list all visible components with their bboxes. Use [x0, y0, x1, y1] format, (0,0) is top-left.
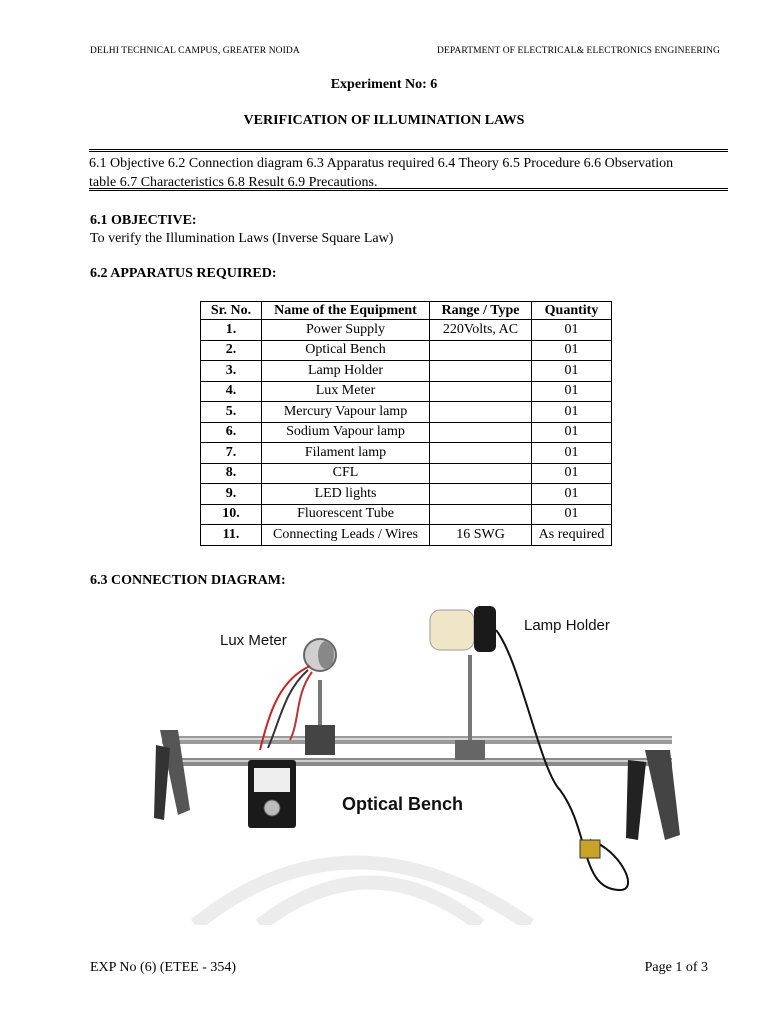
quantity-cell: 01 [532, 340, 612, 361]
quantity-cell: 01 [532, 463, 612, 484]
equipment-name-cell: Fluorescent Tube [262, 504, 430, 525]
sr-no-cell: 11. [201, 525, 262, 546]
table-row [201, 484, 612, 505]
equipment-name-cell: Filament lamp [262, 443, 430, 464]
sr-no-cell: 4. [201, 381, 262, 402]
table-row [201, 320, 612, 341]
sr-no-cell: 3. [201, 361, 262, 382]
table-row [201, 402, 612, 423]
range-type-cell [430, 504, 532, 525]
table-row [201, 381, 612, 402]
sr-no-cell: 6. [201, 422, 262, 443]
quantity-cell: 01 [532, 320, 612, 341]
equipment-name-cell: Sodium Vapour lamp [262, 422, 430, 443]
contents-line-1: 6.1 Objective 6.2 Connection diagram 6.3 Apparatus required 6.4 Theory 6.5 Procedure 6.6 Observation [89, 156, 674, 171]
optical-bench [154, 730, 680, 840]
table-row [201, 463, 612, 484]
apparatus-heading: 6.2 APPARATUS REQUIRED: [90, 266, 277, 281]
table-header-row [201, 302, 612, 320]
contents-box [89, 149, 728, 191]
range-type-cell [430, 361, 532, 382]
equipment-name-cell: Power Supply [262, 320, 430, 341]
quantity-cell: 01 [532, 381, 612, 402]
equipment-name-cell: Lux Meter [262, 381, 430, 402]
diagram-heading: 6.3 CONNECTION DIAGRAM: [90, 573, 286, 588]
connection-diagram-photo [150, 600, 680, 925]
contents-line-2: table 6.7 Characteristics 6.8 Result 6.9 Precautions. [89, 175, 378, 190]
range-type-cell [430, 422, 532, 443]
background-watermark-arcs [195, 863, 530, 926]
column-header: Range / Type [430, 302, 532, 320]
sr-no-cell: 10. [201, 504, 262, 525]
equipment-name-cell: CFL [262, 463, 430, 484]
footer-page-number: Page 1 of 3 [644, 960, 708, 975]
quantity-cell: 01 [532, 422, 612, 443]
lamp-holder-label: Lamp Holder [524, 617, 610, 634]
footer-experiment-code: EXP No (6) (ETEE - 354) [90, 960, 237, 975]
lux-meter-label: Lux Meter [220, 632, 287, 649]
equipment-name-cell: Optical Bench [262, 340, 430, 361]
equipment-name-cell: LED lights [262, 484, 430, 505]
objective-heading: 6.1 OBJECTIVE: [90, 213, 197, 228]
quantity-cell: 01 [532, 443, 612, 464]
header-campus: DELHI TECHNICAL CAMPUS, GREATER NOIDA [90, 46, 300, 56]
equipment-name-cell: Lamp Holder [262, 361, 430, 382]
range-type-cell [430, 340, 532, 361]
table-row [201, 422, 612, 443]
table-row [201, 340, 612, 361]
range-type-cell [430, 463, 532, 484]
sr-no-cell: 7. [201, 443, 262, 464]
range-type-cell [430, 443, 532, 464]
quantity-cell: 01 [532, 402, 612, 423]
sr-no-cell: 1. [201, 320, 262, 341]
plug [580, 840, 600, 858]
quantity-cell: 01 [532, 361, 612, 382]
sr-no-cell: 5. [201, 402, 262, 423]
lux-meter-sensor-stand [304, 639, 336, 755]
range-type-cell [430, 484, 532, 505]
equipment-name-cell: Connecting Leads / Wires [262, 525, 430, 546]
experiment-number: Experiment No: 6 [330, 77, 438, 92]
quantity-cell: As required [532, 525, 612, 546]
table-row [201, 361, 612, 382]
quantity-cell: 01 [532, 504, 612, 525]
objective-text: To verify the Illumination Laws (Inverse Square Law) [90, 231, 394, 246]
experiment-title: VERIFICATION OF ILLUMINATION LAWS [243, 113, 525, 128]
optical-bench-label: Optical Bench [342, 794, 464, 814]
range-type-cell: 16 SWG [430, 525, 532, 546]
table-row [201, 443, 612, 464]
header-department: DEPARTMENT OF ELECTRICAL& ELECTRONICS ENGINEERING [437, 46, 720, 56]
range-type-cell [430, 402, 532, 423]
column-header: Quantity [532, 302, 612, 320]
column-header: Sr. No. [201, 302, 262, 320]
range-type-cell [430, 381, 532, 402]
sr-no-cell: 8. [201, 463, 262, 484]
range-type-cell: 220Volts, AC [430, 320, 532, 341]
sr-no-cell: 9. [201, 484, 262, 505]
lux-meter-box [248, 760, 296, 828]
table-row [201, 525, 612, 546]
equipment-name-cell: Mercury Vapour lamp [262, 402, 430, 423]
quantity-cell: 01 [532, 484, 612, 505]
table-row [201, 504, 612, 525]
sr-no-cell: 2. [201, 340, 262, 361]
apparatus-table [200, 301, 612, 546]
column-header: Name of the Equipment [262, 302, 430, 320]
